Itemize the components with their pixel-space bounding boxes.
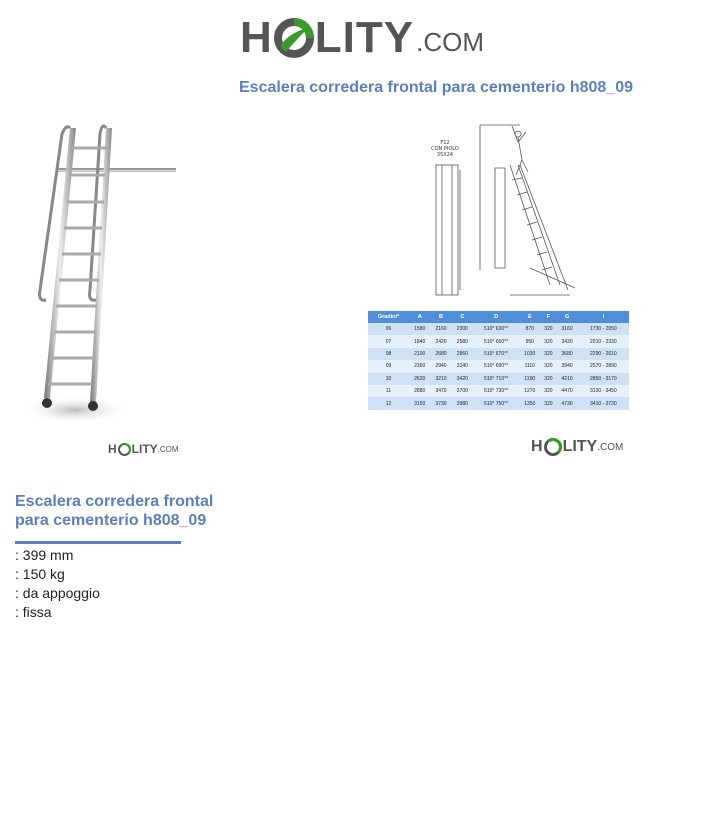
table-cell: 1350 <box>519 397 540 409</box>
table-row <box>368 373 629 385</box>
spec-item-mount: : fissa <box>15 604 52 620</box>
table-header: E <box>519 311 540 323</box>
table-row <box>368 335 629 347</box>
table-header: I <box>578 311 629 323</box>
table-cell: 2570 - 2890 <box>578 360 629 372</box>
table-cell: 08 <box>368 348 409 360</box>
table-header: D <box>473 311 519 323</box>
table-cell: 12 <box>368 397 409 409</box>
table-row <box>368 360 629 372</box>
spec-item-weight: : 150 kg <box>15 566 65 582</box>
table-cell: 320 <box>540 373 556 385</box>
table-cell: 950 <box>519 335 540 347</box>
table-row <box>368 323 629 335</box>
table-cell: 2160 <box>430 323 451 335</box>
holity-logo-small-right[interactable] <box>531 438 623 456</box>
table-cell: 06 <box>368 323 409 335</box>
table-cell: 320 <box>540 385 556 397</box>
table-cell: 1730 - 2050 <box>578 323 629 335</box>
table-header: A <box>409 311 430 323</box>
product-title-side: Escalera corredera frontal para cementerio h808_09 <box>15 493 214 529</box>
mini-logo-o-icon <box>118 443 131 456</box>
table-cell: 3420 <box>452 373 473 385</box>
table-cell: 510° 750°* <box>473 397 519 409</box>
product-title-top: Escalera corredera frontal para cementerio h808_09 <box>239 79 633 96</box>
logo-dotcom: .COM <box>416 27 484 57</box>
spec-list <box>15 546 100 622</box>
mini-logo-h: H <box>108 442 117 456</box>
table-cell: 3700 <box>452 385 473 397</box>
table-cell: 320 <box>540 397 556 409</box>
table-cell: 4210 <box>556 373 577 385</box>
diagram-label-3: 35X24 <box>436 152 454 158</box>
table-cell: 2290 - 2610 <box>578 348 629 360</box>
table-cell: 11 <box>368 385 409 397</box>
table-cell: 3730 <box>430 397 451 409</box>
table-cell: 2010 - 2330 <box>578 335 629 347</box>
table-cell: 3160 <box>556 323 577 335</box>
table-header-row <box>368 311 629 323</box>
table-cell: 3940 <box>556 360 577 372</box>
table-row <box>368 348 629 360</box>
table-cell: 3420 <box>556 335 577 347</box>
table-header: C <box>452 311 473 323</box>
table-cell: 1030 <box>519 348 540 360</box>
table-header: G <box>556 311 577 323</box>
logo-letters-rest: LITY <box>314 13 415 62</box>
table-cell: 3980 <box>452 397 473 409</box>
table-cell: 1840 <box>409 335 430 347</box>
mini-logo-rest: LITY <box>131 442 158 456</box>
table-cell: 2680 <box>430 348 451 360</box>
table-cell: 510° 730°* <box>473 385 519 397</box>
table-cell: 510° 690°* <box>473 360 519 372</box>
table-cell: 510° 630°* <box>473 323 519 335</box>
table-cell: 2100 <box>409 348 430 360</box>
table-row <box>368 397 629 409</box>
table-cell: 320 <box>540 348 556 360</box>
table-cell: 320 <box>540 335 556 347</box>
spec-item-length: : 399 mm <box>15 547 74 563</box>
spec-item-type: : da appoggio <box>15 585 100 601</box>
holity-logo-small-left[interactable] <box>108 442 179 456</box>
mini-logo-dotcom: .COM <box>157 444 179 454</box>
table-cell: 320 <box>540 323 556 335</box>
table-cell: 1190 <box>519 373 540 385</box>
title-divider <box>15 541 181 544</box>
table-cell: 4730 <box>556 397 577 409</box>
mini-logo-h: H <box>531 438 543 455</box>
table-header: B <box>430 311 451 323</box>
technical-diagram[interactable] <box>400 120 590 300</box>
table-cell: 3150 <box>409 397 430 409</box>
table-cell: 870 <box>519 323 540 335</box>
ladder-photo[interactable] <box>20 120 200 430</box>
table-cell: 510° 650°* <box>473 335 519 347</box>
table-cell: 1580 <box>409 323 430 335</box>
diagram-label-1: F12 <box>440 140 450 146</box>
table-cell: 2620 <box>409 373 430 385</box>
table-cell: 2580 <box>452 335 473 347</box>
holity-logo[interactable] <box>240 12 485 64</box>
spec-table <box>368 311 629 410</box>
logo-letter-h: H <box>240 13 273 62</box>
table-cell: 07 <box>368 335 409 347</box>
table-cell: 3130 - 3450 <box>578 385 629 397</box>
table-cell: 2300 <box>452 323 473 335</box>
table-row <box>368 385 629 397</box>
table-cell: 1270 <box>519 385 540 397</box>
table-cell: 09 <box>368 360 409 372</box>
table-cell: 2880 <box>409 385 430 397</box>
diagram-label-2: CON PIOLO <box>431 146 459 152</box>
table-cell: 2860 <box>452 348 473 360</box>
table-cell: 3410 - 3730 <box>578 397 629 409</box>
table-cell: 3140 <box>452 360 473 372</box>
table-header: Gradini* <box>368 311 409 323</box>
table-cell: 2940 <box>430 360 451 372</box>
table-cell: 3210 <box>430 373 451 385</box>
table-cell: 510° 710°* <box>473 373 519 385</box>
mini-logo-dotcom: .COM <box>597 441 624 453</box>
logo-o-icon <box>274 18 314 58</box>
table-cell: 3470 <box>430 385 451 397</box>
table-cell: 320 <box>540 360 556 372</box>
table-cell: 1110 <box>519 360 540 372</box>
table-cell: 510° 670°* <box>473 348 519 360</box>
table-cell: 2420 <box>430 335 451 347</box>
mini-logo-rest: LITY <box>562 438 598 455</box>
mini-logo-o-icon <box>544 438 562 456</box>
table-cell: 10 <box>368 373 409 385</box>
table-cell: 3680 <box>556 348 577 360</box>
table-cell: 2850 - 3170 <box>578 373 629 385</box>
table-cell: 4470 <box>556 385 577 397</box>
table-header: F <box>540 311 556 323</box>
table-cell: 2360 <box>409 360 430 372</box>
